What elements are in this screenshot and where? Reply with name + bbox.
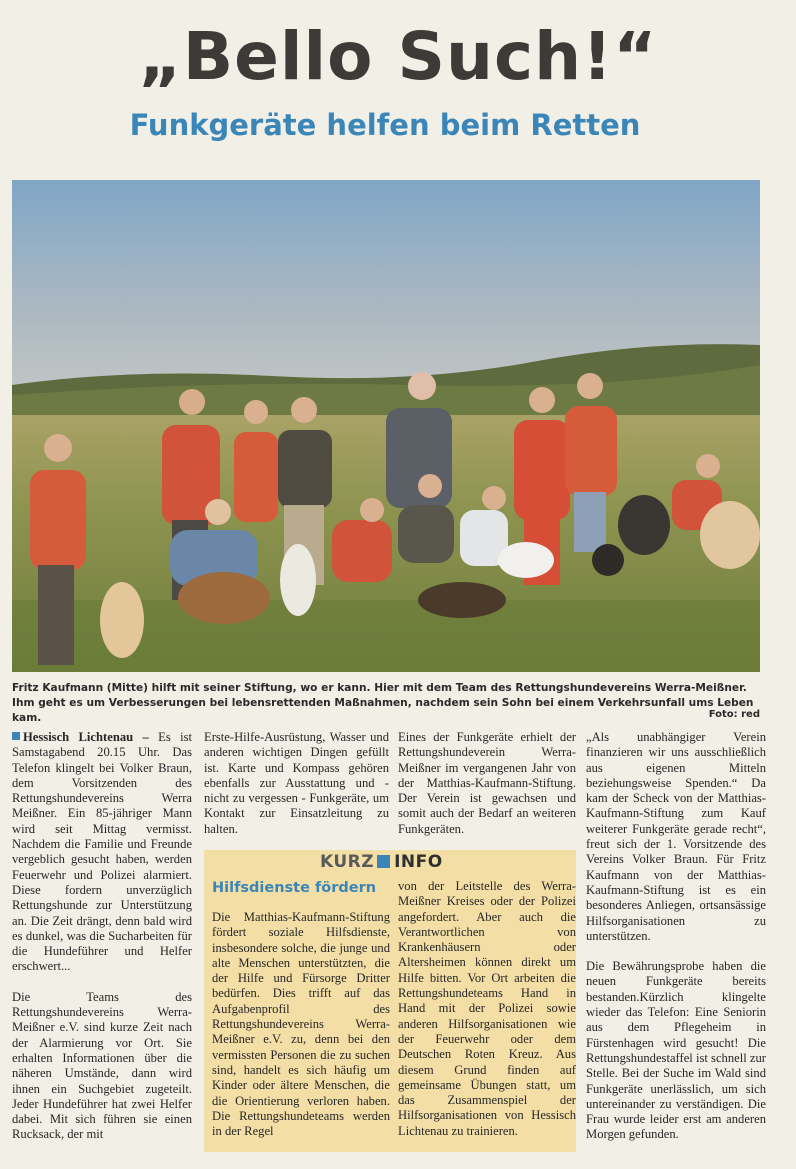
paragraph: Erste-Hilfe-Ausrüstung, Wasser und anderen wichtigen Dingen gefüllt ist. Karte und Kompass gehören ebenfalls zur Ausstattung und - nicht zu vergessen - Funkgeräte, um Kontakt zur Einsatzleitung zu halten.: [204, 730, 389, 836]
info-box-title: Hilfsdienste fördern: [212, 880, 377, 896]
article-column-2: [204, 730, 389, 837]
bullet-square-icon: [12, 732, 20, 740]
subheadline: Funkgeräte helfen beim Retten: [129, 108, 641, 142]
photo-caption: Fritz Kaufmann (Mitte) hilft mit seiner Stiftung, wo er kann. Hier mit dem Team des Rettungshundevereins Werra-Meißner. Ihm geht es um Verbesserungen bei lebensrettenden Maßnahmen, nachdem sein Sohn bei einem Verkehrsunfall ums Leben kam.: [12, 682, 754, 724]
info-box-column-1: Die Matthias-Kaufmann-Stiftung fördert soziale Hilfsdienste, insbesondere solche, die junge und alte Menschen unterstützten, die der Hilfe und Fürsorge Dritter bedürfen. Dies trifft auf das Aufgabenprofil des Rettungshundevereins Werra-Meißner e.V. zu, denn bei den vermissten Personen die zu suchen sind, handelt es sich häufig um Kinder oder ältere Menschen, die die Orientierung verloren haben. Die Rettungshundeteams werden in der Regel: [212, 910, 390, 1139]
info-label: INFO: [394, 852, 443, 872]
info-box-column-2: von der Leitstelle des Werra-Meißner Kreises oder der Polizei angefordert. Aber auch die Verantwortlichen von Krankenhäusern oder Altersheimen können direkt um Hilfe bitten. Vor Ort arbeiten die Rettungshundeteams Hand in Hand mit der Polizei sowie anderen Hilfsorganisationen wie der Feuerwehr oder dem Deutschen Roten Kreuz. Aus diesem Grund finden auf gemeinsame Übungen statt, um das Zusammenspiel der Hilfsorganisationen von Hessisch Lichtenau zu trainieren.: [398, 879, 576, 1138]
info-square-icon: [377, 855, 390, 868]
paragraph: Es ist Samstagabend 20.15 Uhr. Das Telefon klingelt bei Volker Braun, dem Vorsitzenden des Rettungshundevereins Werra Meißner. Ein 85-jähriger Mann wird seit Mittag vermisst. Nachdem die Familie und Freunde vergeblich gesucht haben, werden Feuerwehr und Polizei alarmiert. Diese fordern unverzüglich Rettungshunde zur Unterstützung an. Die Zeit drängt, denn bald wird es dunkel, was die Sucharbeiten für die Hundeführer und Helfer erschwert...: [12, 730, 192, 974]
article-column-4: [586, 730, 766, 1143]
article-column-3: [398, 730, 576, 837]
photo-credit: Foto: red: [708, 709, 760, 720]
paragraph: „Als unabhängiger Verein finanzieren wir uns ausschließlich aus eigenen Mitteln beziehungsweise Spenden.“ Da kam der Scheck von der Matthias-Kaufmann-Stiftung zum Kauf weiterer Funkgeräte gerade recht“, freut sich der 1. Vorsitzende des Vereins Volker Braun. Für Fritz Kaufmann von der Matthias-Kaufmann-Stiftung ist es ein besonderes Anliegen, ortsansässige Hilfsorganisationen zu unterstützen.: [586, 730, 766, 943]
dateline: Hessisch Lichtenau –: [23, 730, 149, 744]
team-photo: [12, 180, 760, 672]
paragraph: Die Teams des Rettungshundevereins Werra-Meißner e.V. sind kurze Zeit nach der Alarmierung vor Ort. Sie erhalten Informationen über die näheren Umstände, dann wird ihnen ein Suchgebiet zugeteilt. Jeder Hundeführer hat zwei Helfer dabei. Mit sich führen sie einen Rucksack, der mit: [12, 989, 192, 1142]
article-column-1: [12, 730, 192, 1143]
paragraph: Die Bewährungsprobe haben die neuen Funkgeräte bereits bestanden.Kürzlich klingelte wieder das Telefon: Eine Seniorin aus dem Pflegeheim in Fürstenhagen wird gesucht! Die Rettungshundestaffel ist schnell zur Stelle. Bei der Suche im Wald sind Funkgeräte unerlässlich, um sich untereinander zu verständigen. Die Frau wurde leider erst am anderen Morgen gefunden.: [586, 959, 766, 1142]
paragraph: Eines der Funkgeräte erhielt der Rettungshundeverein Werra-Meißner im vergangenen Jahr von der Matthias-Kaufmann-Stiftung. Der Verein ist gewachsen und somit auch der Bedarf an weiteren Funkgeräten.: [398, 730, 576, 836]
headline: „Bello Such!“: [138, 18, 658, 95]
info-box-label: [320, 852, 443, 872]
kurz-label: KURZ: [320, 852, 375, 872]
